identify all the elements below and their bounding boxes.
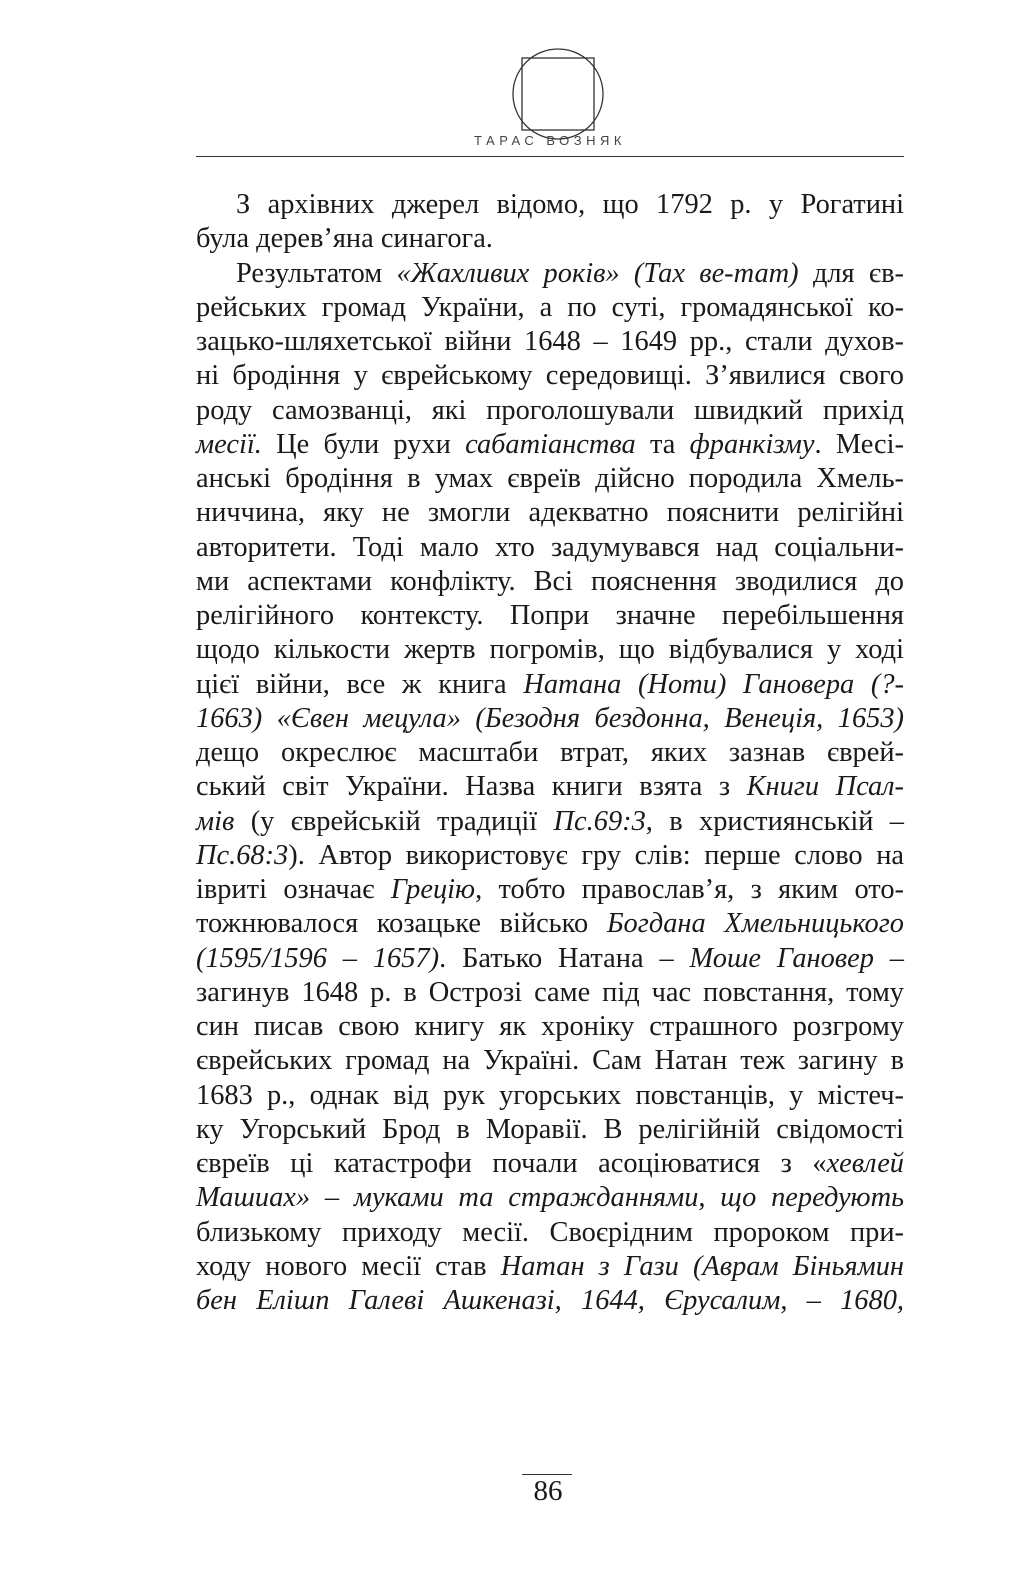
text-line [196,1284,904,1318]
text-run: – [873,942,904,974]
text-line [196,531,904,565]
italic-text: месії. [196,428,262,460]
text-line [196,496,904,530]
text-line [196,1216,904,1250]
text-line [196,907,904,941]
italic-text: бен Елішп Галеві Ашкеназі, 1644, Єрусалим, – 1680, [196,1285,904,1316]
text-line [196,257,904,291]
italic-text: Богдана Хмельницького [606,908,905,940]
text-run: ський світ України. Назва книги взята з [196,771,747,803]
italic-text: «Жахливих років» (Тах ве-тат) [396,257,799,289]
text-run: була дерев’яна синагога. [196,223,493,255]
text-run: івриті означає [196,874,391,905]
text-line [196,702,904,736]
italic-text: Натан з Гази (Аврам Біньямин [500,1250,904,1282]
text-run: релігійного контексту. Попри значне перебільшення [196,600,904,631]
page-number: 86 [533,1475,563,1507]
text-line [196,1181,904,1215]
text-line [196,805,904,839]
text-run: дещо окреслює масштаби втрат, яких зазнав єврей- [196,737,904,768]
text-run: цієї війни, все ж книга [196,668,524,700]
text-line [196,1113,904,1147]
italic-text: 1663) «Євен мецула» (Безодня бездонна, Венеція, 1653) [196,702,904,734]
text-line [196,1147,904,1181]
text-run: для єв- [798,257,904,289]
text-run: , тобто православ’я, з яким ото- [475,874,904,905]
italic-text: мів [196,805,235,837]
text-run: анські бродіння в умах євреїв дійсно породила Хмель- [196,463,904,494]
text-run: рейських громад України, а по суті, громадянської ко- [196,291,904,323]
italic-text: (1595/1596 – 1657) [196,942,440,974]
text-line [196,1010,904,1044]
running-head: ТАРАС ВОЗНЯК [474,133,626,148]
text-run: . Месі- [814,428,904,460]
text-line [196,976,904,1010]
text-run: загинув 1648 р. в Острозі саме під час повстання, тому [196,976,904,1008]
text-line [196,1250,904,1284]
text-run: ні бродіння у єврейському середовищі. З’явилися свого [196,360,904,392]
text-run: син писав свою книгу як хроніку страшного розгрому [196,1011,904,1042]
italic-text: Пс.69:3 [553,805,646,837]
text-run: зацько-шляхетської війни 1648 – 1649 рр., стали духов- [196,326,904,357]
text-line [196,668,904,702]
text-run: єврейських громад на Україні. Сам Натан теж загину в [196,1045,904,1077]
text-line [196,565,904,599]
text-line [196,428,904,462]
text-run: З архівних джерел відомо, що 1792 р. у Рогатині [236,189,904,220]
text-line [196,291,904,325]
text-run: (у єврейській традиції [234,805,554,837]
text-run: ниччина, яку не змогли адекватно пояснити релігійні [196,497,904,529]
text-run: роду самозванці, які проголошували швидкий прихід [196,394,904,426]
text-run: та [635,428,690,460]
header-rule [196,156,904,157]
italic-text: Книги Псал- [746,771,905,803]
text-line [196,325,904,359]
text-line [196,873,904,907]
text-line [196,462,904,496]
text-line [196,736,904,770]
paragraph [196,188,904,257]
text-line [196,222,904,256]
italic-text: Грецію [390,874,476,905]
text-line [196,394,904,428]
text-line [196,359,904,393]
paragraph [196,257,904,1319]
text-run: євреїв ці катастрофи почали асоціюватися з « [196,1148,827,1179]
italic-text: Машиах» – муками та стражданнями, що передують [196,1182,904,1214]
text-line [196,1044,904,1078]
text-run: Результатом [236,257,397,289]
italic-text: Моше Гановер [689,942,874,974]
text-run: авторитети. Тоді мало хто задумувався над соціальни- [196,531,904,563]
italic-text: Пс.68:3 [196,839,289,871]
text-run: близькому приходу месії. Своєрідним пророком при- [196,1216,904,1248]
text-run: , в християнській – [645,805,904,837]
text-line [196,770,904,804]
text-run: щодо кількости жертв погромів, що відбувалися у ході [196,634,904,666]
italic-text: Натана (Ноти) Гановера (?- [523,668,904,700]
text-line [196,1079,904,1113]
text-run: ). Автор використовує гру слів: перше слово на [288,839,904,871]
text-run: тожнювалося козацьке військо [196,908,607,940]
text-line [196,942,904,976]
text-run: ходу нового месії став [196,1250,501,1282]
text-line [196,633,904,667]
text-run: ку Угорський Брод в Моравії. В релігійній свідомості [196,1113,904,1145]
text-line [196,188,904,222]
italic-text: франкізму [689,428,815,460]
text-run: 1683 р., однак від рук угорських повстанців, у містеч- [196,1079,904,1111]
text-run: . Батько Натана – [439,942,690,974]
text-line [196,839,904,873]
text-line [196,599,904,633]
italic-text: хевлей [826,1148,904,1179]
italic-text: сабатіанства [465,428,636,460]
text-run: Це були рухи [261,428,466,460]
body-text [196,188,904,1318]
circle-square-emblem-icon [510,46,606,142]
text-run: ми аспектами конфлікту. Всі пояснення зводилися до [196,565,904,597]
